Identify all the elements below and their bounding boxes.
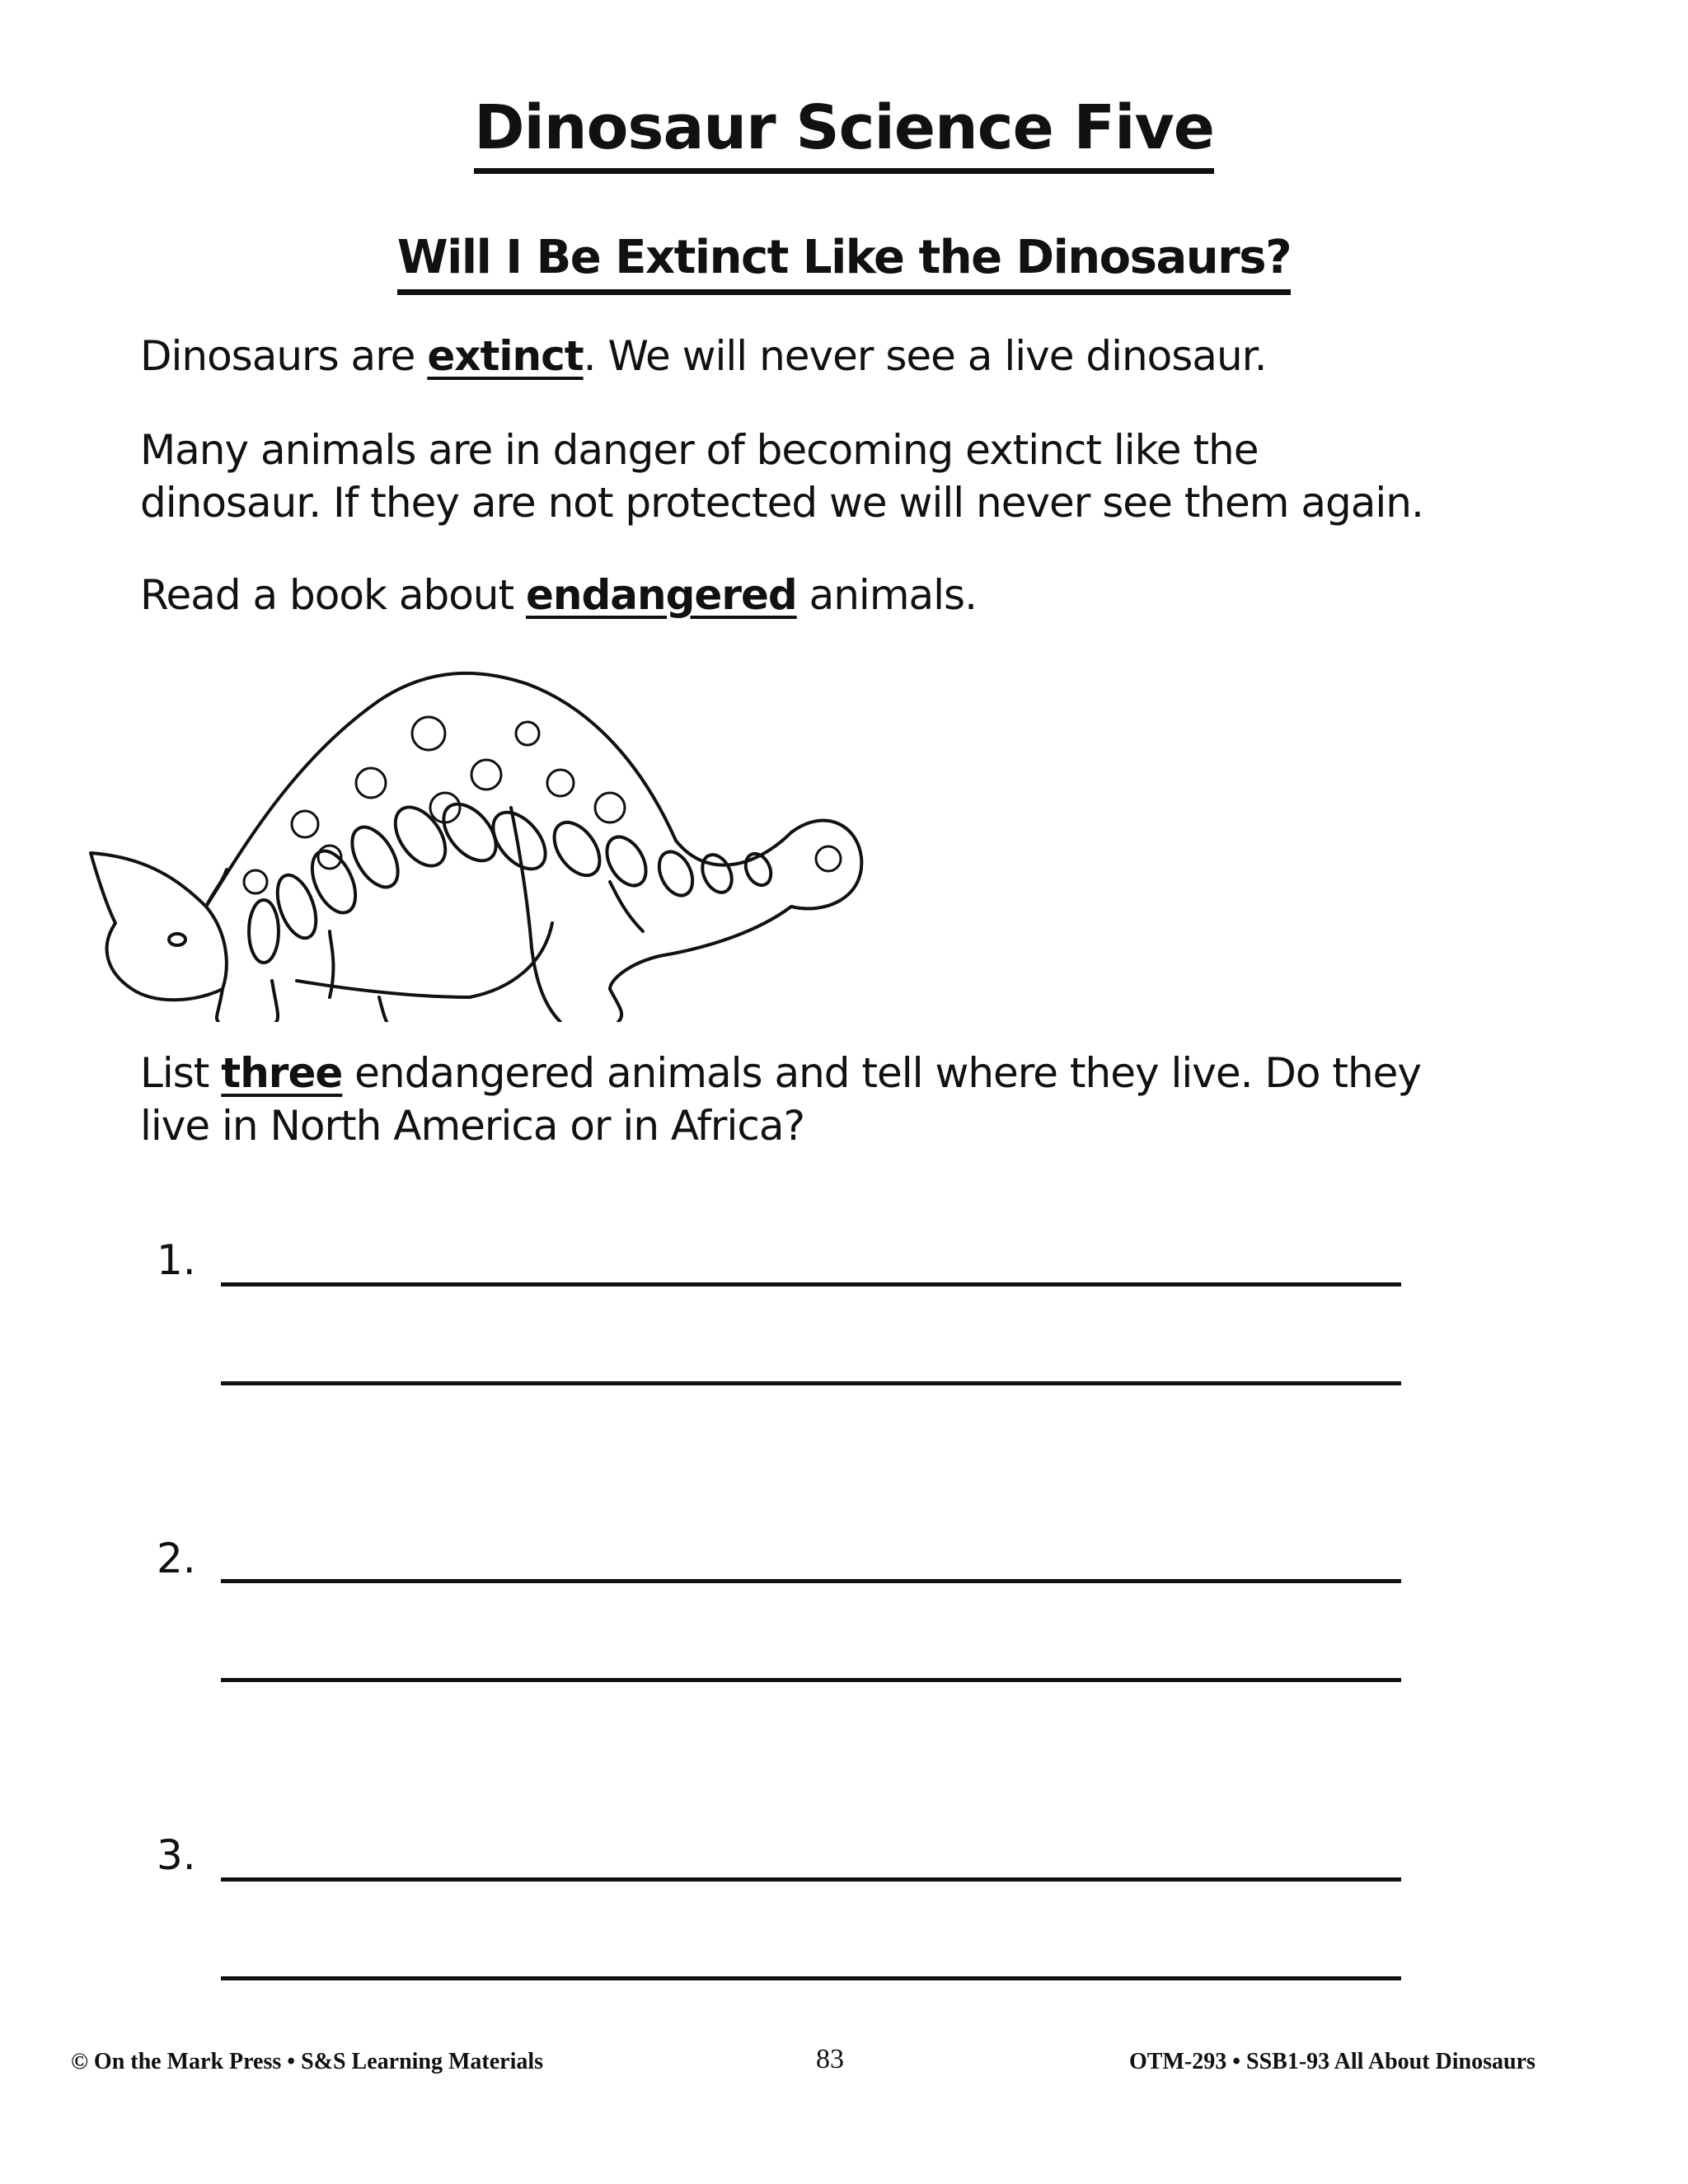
footer-copyright: © On the Mark Press • S&S Learning Materials — [71, 2049, 544, 2074]
answer-number-3: 3. — [157, 1831, 196, 1879]
keyword-endangered: endangered — [526, 571, 797, 619]
paragraph-list-instructions: List three endangered animals and tell where they live. Do they live in North America or in Africa? — [140, 1049, 1421, 1150]
paragraph-read-book: Read a book about endangered animals. — [140, 571, 977, 619]
answer-number-2: 2. — [157, 1535, 196, 1582]
page-number: 83 — [816, 2044, 844, 2074]
keyword-extinct: extinct — [427, 332, 584, 380]
answer-number-1: 1. — [157, 1236, 196, 1284]
page-title: Dinosaur Science Five — [0, 92, 1688, 163]
footer-product-code: OTM-293 • SSB1-93 All About Dinosaurs — [1129, 2049, 1536, 2074]
answer-line-1a[interactable] — [221, 1282, 1401, 1286]
answer-line-2b[interactable] — [221, 1678, 1401, 1682]
keyword-three: three — [221, 1049, 343, 1097]
answer-line-1b[interactable] — [221, 1381, 1401, 1385]
ankylosaurus-illustration — [82, 635, 907, 1022]
answer-line-3b[interactable] — [221, 1976, 1401, 1980]
page-subtitle: Will I Be Extinct Like the Dinosaurs? — [0, 231, 1688, 284]
paragraph-extinct: Dinosaurs are extinct. We will never see a live dinosaur. — [140, 332, 1267, 380]
paragraph-danger: Many animals are in danger of becoming extinct like the dinosaur. If they are not protected we will never see them again. — [140, 426, 1423, 527]
answer-line-3a[interactable] — [221, 1877, 1401, 1882]
answer-line-2a[interactable] — [221, 1579, 1401, 1583]
